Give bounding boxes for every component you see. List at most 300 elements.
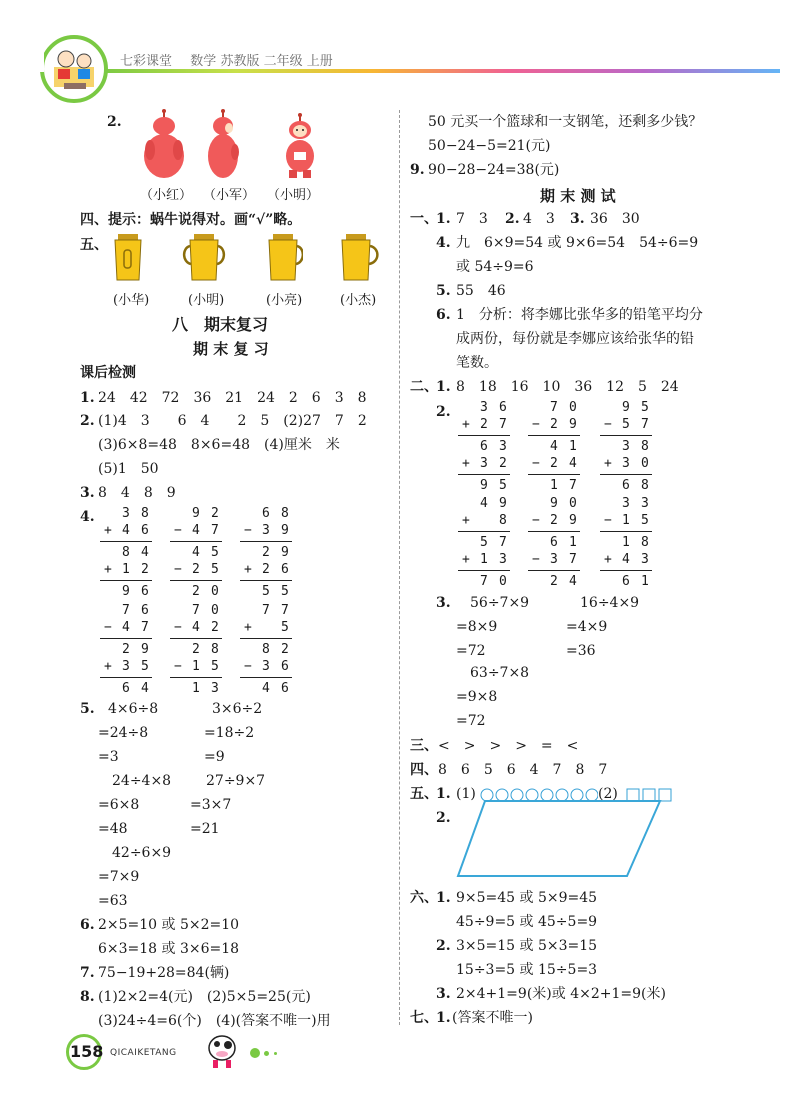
- digit: 1: [569, 535, 577, 550]
- s2-3-a2: =8×9: [456, 619, 498, 635]
- l2-num: 2.: [80, 413, 95, 429]
- s1-6-line2: 成两份，每份就是李娜应该给张华的铅: [456, 331, 694, 347]
- s2-1-num: 1.: [436, 379, 451, 395]
- digit: 4: [622, 552, 630, 567]
- digit: 2: [550, 513, 558, 528]
- digit: 2: [122, 642, 130, 657]
- calc-line: [458, 570, 510, 571]
- operator: +: [244, 620, 252, 635]
- digit: 8: [641, 439, 649, 454]
- digit: 2: [281, 642, 289, 657]
- l5-c1: 24÷4×8: [112, 773, 172, 789]
- s2-3-b1: 16÷4×9: [580, 595, 640, 611]
- s6-3-num: 3.: [436, 986, 451, 1002]
- s5-label: 五、: [410, 786, 438, 802]
- digit: 7: [281, 603, 289, 618]
- digit: 2: [480, 417, 488, 432]
- calc-line: [170, 677, 222, 678]
- left-q5-label: 五、: [80, 237, 108, 253]
- digit: 5: [211, 545, 219, 560]
- l5-b3: =9: [204, 749, 225, 765]
- operator: −: [532, 456, 540, 471]
- calc-line: [600, 531, 652, 532]
- vertical-calc: [170, 506, 226, 602]
- s5-1-p1: (1): [456, 786, 476, 802]
- operator: +: [604, 456, 612, 471]
- page-number: 158: [70, 1042, 104, 1061]
- operator: −: [174, 620, 182, 635]
- vertical-calc: [100, 506, 156, 602]
- q5-name-3: (小亮): [266, 293, 303, 308]
- digit: 0: [211, 603, 219, 618]
- s2-3-num: 3.: [436, 595, 451, 611]
- q5-name-4: (小杰): [340, 293, 377, 308]
- digit: 7: [499, 535, 507, 550]
- s2-label: 二、: [410, 379, 438, 395]
- digit: 4: [141, 681, 149, 696]
- digit: 4: [122, 620, 130, 635]
- l5-e3: =63: [98, 893, 128, 909]
- vertical-calc: [240, 603, 296, 699]
- digit: 2: [192, 562, 200, 577]
- s4-label: 四、: [410, 762, 438, 778]
- digit: 6: [550, 535, 558, 550]
- operator: +: [104, 659, 112, 674]
- s2-1-text: 8 18 16 10 36 12 5 24: [456, 379, 679, 395]
- digit: 6: [262, 506, 270, 521]
- digit: 6: [622, 574, 630, 589]
- digit: 2: [499, 456, 507, 471]
- q2-name-1: （小红）: [140, 188, 193, 203]
- calc-line: [528, 435, 580, 436]
- l5-a3: =3: [98, 749, 119, 765]
- digit: 0: [569, 400, 577, 415]
- vertical-calc: [600, 496, 656, 592]
- digit: 6: [141, 523, 149, 538]
- l8-line1: (1)2×2=4(元) (2)5×5=25(元): [98, 989, 311, 1005]
- digit: 2: [262, 545, 270, 560]
- digit: 4: [141, 545, 149, 560]
- s1-1-text: 7 3: [456, 211, 502, 227]
- s5-1-p2: (2): [598, 786, 618, 802]
- digit: 2: [550, 417, 558, 432]
- operator: −: [174, 523, 182, 538]
- digit: 9: [480, 478, 488, 493]
- operator: +: [462, 513, 470, 528]
- s1-label: 一、: [410, 211, 438, 227]
- s6-1-line2: 45÷9=5 或 45÷5=9: [456, 914, 598, 930]
- l5-c2: =6×8: [98, 797, 140, 813]
- operator: +: [462, 456, 470, 471]
- digit: 8: [641, 535, 649, 550]
- digit: 7: [211, 523, 219, 538]
- operator: −: [604, 513, 612, 528]
- digit: 7: [569, 552, 577, 567]
- l2-line2: (3)6×8=48 8×6=48 (4)厘米 米: [98, 437, 340, 453]
- digit: 9: [281, 523, 289, 538]
- digit: 3: [122, 659, 130, 674]
- s2-3-a1: 56÷7×9: [470, 595, 530, 611]
- l6-line2: 6×3=18 或 3×6=18: [98, 941, 240, 957]
- operator: +: [104, 562, 112, 577]
- digit: 4: [550, 439, 558, 454]
- s6-2-num: 2.: [436, 938, 451, 954]
- operator: −: [104, 620, 112, 635]
- digit: 5: [141, 659, 149, 674]
- digit: 6: [480, 439, 488, 454]
- digit: 4: [192, 523, 200, 538]
- digit: 2: [211, 506, 219, 521]
- digit: 3: [122, 506, 130, 521]
- operator: −: [532, 552, 540, 567]
- calc-line: [170, 580, 222, 581]
- digit: 5: [211, 659, 219, 674]
- operator: −: [244, 523, 252, 538]
- calc-line: [170, 541, 222, 542]
- header-logo-circle: [40, 35, 108, 103]
- calc-line: [600, 570, 652, 571]
- vertical-calc: [458, 496, 514, 592]
- digit: 9: [569, 417, 577, 432]
- digit: 3: [641, 496, 649, 511]
- vertical-calc: [458, 400, 514, 496]
- column-divider: [399, 110, 400, 1025]
- l8-num: 8.: [80, 989, 95, 1005]
- header-edition: 苏教版: [220, 54, 260, 69]
- operator: −: [244, 659, 252, 674]
- digit: 4: [192, 545, 200, 560]
- l3-num: 3.: [80, 485, 95, 501]
- digit: 8: [211, 642, 219, 657]
- l5-a1: 4×6÷8: [108, 701, 159, 717]
- digit: 1: [622, 513, 630, 528]
- section-title: 八 期末复习: [172, 315, 269, 334]
- header-series: 七彩课堂: [120, 54, 173, 69]
- calc-line: [528, 531, 580, 532]
- digit: 5: [641, 400, 649, 415]
- digit: 2: [550, 456, 558, 471]
- s2-3-b3: =36: [566, 643, 596, 659]
- footer-dot-3: [274, 1052, 277, 1055]
- digit: 6: [499, 400, 507, 415]
- digit: 6: [281, 659, 289, 674]
- red-doll-side-icon: [205, 108, 245, 182]
- digit: 8: [499, 513, 507, 528]
- calc-line: [458, 531, 510, 532]
- cup-icon-4: [338, 234, 382, 282]
- s7-1-num: 1.: [436, 1010, 451, 1026]
- calc-line: [600, 435, 652, 436]
- digit: 8: [122, 545, 130, 560]
- digit: 6: [622, 478, 630, 493]
- digit: 3: [499, 439, 507, 454]
- s1-6-line3: 笔数。: [456, 355, 498, 371]
- digit: 2: [192, 584, 200, 599]
- digit: 7: [122, 603, 130, 618]
- digit: 7: [499, 417, 507, 432]
- s7-label: 七、: [410, 1010, 438, 1026]
- digit: 9: [141, 642, 149, 657]
- digit: 7: [480, 574, 488, 589]
- l1-num: 1.: [80, 390, 95, 406]
- calc-line: [528, 474, 580, 475]
- left-q2-number: 2.: [107, 114, 122, 130]
- digit: 8: [262, 642, 270, 657]
- digit: 2: [262, 562, 270, 577]
- digit: 7: [641, 417, 649, 432]
- digit: 5: [262, 584, 270, 599]
- digit: 5: [622, 417, 630, 432]
- digit: 0: [499, 574, 507, 589]
- s6-2-line1: 3×5=15 或 5×3=15: [456, 938, 598, 954]
- digit: 3: [550, 552, 558, 567]
- digit: 5: [281, 620, 289, 635]
- l5-d3: =21: [190, 821, 220, 837]
- digit: 8: [281, 506, 289, 521]
- s7-1-text: (答案不唯一): [452, 1010, 533, 1026]
- red-doll-front-icon: [280, 112, 320, 182]
- l4-num: 4.: [80, 509, 95, 525]
- footer-dot-2: [264, 1051, 269, 1056]
- s1-3-text: 36 30: [590, 211, 640, 227]
- s6-1-num: 1.: [436, 890, 451, 906]
- vertical-calc: [240, 506, 296, 602]
- calc-line: [240, 677, 292, 678]
- digit: 3: [262, 523, 270, 538]
- operator: −: [174, 659, 182, 674]
- s2-3-b2: =4×9: [566, 619, 608, 635]
- s1-4-line1: 九 6×9=54 或 9×6=54 54÷6=9: [456, 235, 699, 251]
- header-grade: 二年级: [263, 54, 303, 69]
- s1-4-line2: 或 54÷9=6: [456, 259, 534, 275]
- s2-3-c2: =9×8: [456, 689, 498, 705]
- digit: 6: [141, 603, 149, 618]
- r0-line2: 50−24−5=21(元): [428, 138, 551, 154]
- digit: 1: [192, 681, 200, 696]
- digit: 7: [141, 620, 149, 635]
- s1-1-num: 1.: [436, 211, 451, 227]
- q5-name-2: (小明): [188, 293, 225, 308]
- operator: +: [462, 417, 470, 432]
- calc-line: [600, 474, 652, 475]
- digit: 1: [569, 439, 577, 454]
- s3-text: < > > > = <: [438, 738, 579, 754]
- digit: 2: [192, 642, 200, 657]
- operator: +: [244, 562, 252, 577]
- s1-5-num: 5.: [436, 283, 451, 299]
- digit: 1: [641, 574, 649, 589]
- digit: 1: [122, 562, 130, 577]
- digit: 6: [281, 681, 289, 696]
- digit: 1: [550, 478, 558, 493]
- parallelogram-shape: [455, 798, 665, 880]
- s1-6-num: 6.: [436, 307, 451, 323]
- s2-3-c1: 63÷7×8: [470, 665, 530, 681]
- calc-line: [240, 541, 292, 542]
- l7-text: 75−19+28=84(辆): [98, 965, 230, 981]
- digit: 4: [122, 523, 130, 538]
- digit: 9: [122, 584, 130, 599]
- s2-3-a3: =72: [456, 643, 486, 659]
- header-subject: 数学: [190, 54, 217, 69]
- calc-line: [240, 638, 292, 639]
- digit: 2: [550, 574, 558, 589]
- digit: 4: [192, 620, 200, 635]
- digit: 9: [622, 400, 630, 415]
- digit: 3: [499, 552, 507, 567]
- digit: 3: [622, 439, 630, 454]
- r0-line1: 50 元买一个篮球和一支钢笔，还剩多少钱？: [428, 114, 703, 130]
- calc-line: [100, 541, 152, 542]
- digit: 5: [499, 478, 507, 493]
- s1-2-num: 2.: [505, 211, 520, 227]
- vertical-calc: [528, 400, 584, 496]
- s1-6-line1: 1 分析：将李娜比张华多的铅笔平均分: [456, 307, 703, 323]
- s5-1-num: 1.: [436, 786, 451, 802]
- cartoon-cow-icon: [200, 1030, 244, 1070]
- digit: 9: [550, 496, 558, 511]
- header-left-tab: [0, 50, 44, 72]
- operator: −: [604, 417, 612, 432]
- digit: 0: [641, 456, 649, 471]
- s6-3-text: 2×4+1=9(米)或 4×2+1=9(米): [456, 986, 666, 1002]
- digit: 0: [211, 584, 219, 599]
- digit: 3: [262, 659, 270, 674]
- digit: 6: [122, 681, 130, 696]
- calc-line: [458, 474, 510, 475]
- digit: 6: [281, 562, 289, 577]
- s6-2-line2: 15÷3=5 或 15÷5=3: [456, 962, 598, 978]
- section-subtitle: 期 末 复 习: [193, 340, 269, 358]
- digit: 3: [480, 400, 488, 415]
- digit: 7: [192, 603, 200, 618]
- l3-text: 8 4 8 9: [98, 485, 176, 501]
- digit: 3: [622, 456, 630, 471]
- digit: 9: [499, 496, 507, 511]
- digit: 9: [281, 545, 289, 560]
- l5-b1: 3×6÷2: [212, 701, 263, 717]
- digit: 4: [569, 574, 577, 589]
- footer-dot-1: [250, 1048, 260, 1058]
- l5-e2: =7×9: [98, 869, 140, 885]
- digit: 7: [550, 400, 558, 415]
- calc-line: [240, 580, 292, 581]
- vertical-calc: [170, 603, 226, 699]
- operator: +: [104, 523, 112, 538]
- operator: +: [462, 552, 470, 567]
- header-term: 上册: [306, 54, 333, 69]
- l5-e1: 42÷6×9: [112, 845, 172, 861]
- calc-line: [170, 638, 222, 639]
- r9-text: 90−28−24=38(元): [428, 162, 560, 178]
- digit: 9: [569, 513, 577, 528]
- s6-label: 六、: [410, 890, 438, 906]
- digit: 5: [211, 562, 219, 577]
- calc-line: [100, 638, 152, 639]
- digit: 1: [192, 659, 200, 674]
- left-q4-text: 四、提示：蜗牛说得对。画“√”略。: [80, 212, 302, 228]
- digit: 3: [622, 496, 630, 511]
- digit: 7: [569, 478, 577, 493]
- s2-2-num: 2.: [436, 404, 451, 420]
- s6-1-line1: 9×5=45 或 5×9=45: [456, 890, 598, 906]
- digit: 2: [211, 620, 219, 635]
- vertical-calc: [528, 496, 584, 592]
- header-rainbow-line: [100, 69, 780, 73]
- cartoon-kids-icon: [44, 39, 104, 99]
- digit: 5: [480, 535, 488, 550]
- l1-text: 24 42 72 36 21 24 2 6 3 8: [98, 390, 367, 406]
- l2-line1: (1)4 3 6 4 2 5 (2)27 7 2: [98, 413, 367, 429]
- digit: 4: [480, 496, 488, 511]
- operator: −: [532, 417, 540, 432]
- digit: 3: [641, 552, 649, 567]
- calc-line: [458, 435, 510, 436]
- l5-c3: =48: [98, 821, 128, 837]
- digit: 4: [569, 456, 577, 471]
- s3-label: 三、: [410, 738, 438, 754]
- digit: 3: [211, 681, 219, 696]
- calc-line: [100, 677, 152, 678]
- digit: 4: [262, 681, 270, 696]
- s1-2-text: 4 3: [523, 211, 569, 227]
- l6-num: 6.: [80, 917, 95, 933]
- cup-icon-3: [265, 234, 303, 282]
- l5-a2: =24÷8: [98, 725, 149, 741]
- operator: −: [174, 562, 182, 577]
- s2-3-c3: =72: [456, 713, 486, 729]
- digit: 9: [192, 506, 200, 521]
- s1-5-text: 55 46: [456, 283, 506, 299]
- digit: 6: [141, 584, 149, 599]
- digit: 0: [569, 496, 577, 511]
- l5-b2: =18÷2: [204, 725, 255, 741]
- digit: 8: [641, 478, 649, 493]
- l6-line1: 2×5=10 或 5×2=10: [98, 917, 240, 933]
- digit: 1: [622, 535, 630, 550]
- footer-brand: QICAIKETANG: [110, 1048, 177, 1058]
- s1-3-num: 3.: [570, 211, 585, 227]
- vertical-calc: [600, 400, 656, 496]
- q2-name-3: （小明）: [267, 188, 320, 203]
- exam-title: 期 末 测 试: [540, 187, 616, 205]
- header-title: [120, 50, 333, 69]
- l7-num: 7.: [80, 965, 95, 981]
- digit: 2: [141, 562, 149, 577]
- footer: [66, 1030, 326, 1070]
- kehou-heading: 课后检测: [80, 365, 136, 381]
- s4-text: 8 6 5 6 4 7 8 7: [438, 762, 608, 778]
- vertical-calc: [100, 603, 156, 699]
- calc-line: [528, 570, 580, 571]
- cup-icon-1: [112, 234, 148, 282]
- operator: +: [604, 552, 612, 567]
- r9-num: 9.: [410, 162, 425, 178]
- s5-2-num: 2.: [436, 810, 451, 826]
- digit: 3: [480, 456, 488, 471]
- digit: 5: [281, 584, 289, 599]
- l5-num: 5.: [80, 701, 95, 717]
- l8-line2: (3)24÷4=6(个) (4)(答案不唯一)用: [98, 1013, 331, 1029]
- q2-name-2: （小军）: [203, 188, 256, 203]
- red-doll-back-icon: [138, 108, 190, 182]
- calc-line: [100, 580, 152, 581]
- digit: 5: [641, 513, 649, 528]
- l5-d2: =3×7: [190, 797, 232, 813]
- q5-name-1: (小华): [113, 293, 150, 308]
- operator: −: [532, 513, 540, 528]
- digit: 8: [141, 506, 149, 521]
